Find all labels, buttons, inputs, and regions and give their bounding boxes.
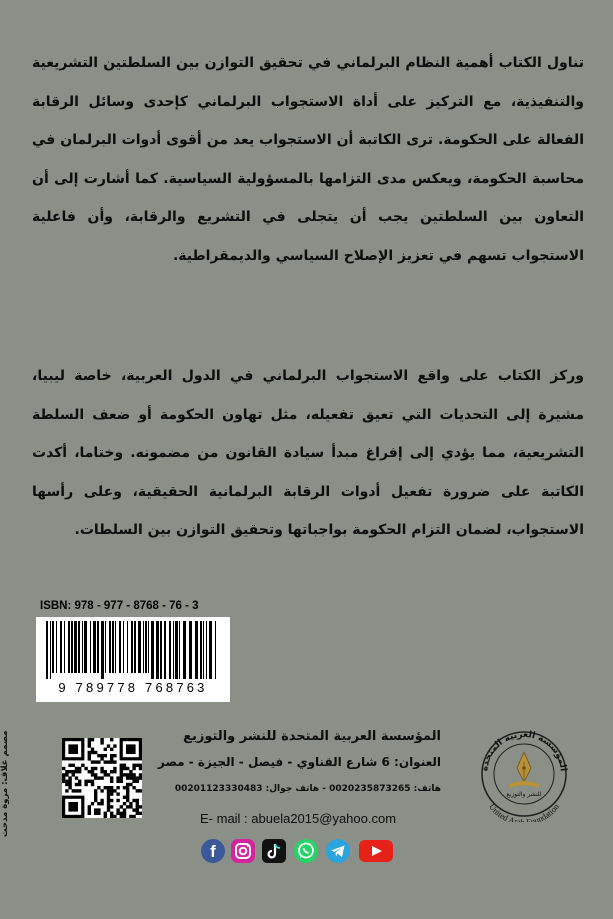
qr-module <box>132 780 135 783</box>
qr-module <box>100 754 103 757</box>
qr-module <box>104 773 107 776</box>
qr-module <box>129 770 132 773</box>
qr-module <box>94 789 97 792</box>
qr-module <box>68 780 71 783</box>
qr-module <box>116 786 119 789</box>
barcode-bar <box>173 621 174 679</box>
barcode-bar <box>82 621 83 673</box>
qr-module <box>110 815 113 818</box>
qr-module <box>123 808 126 811</box>
qr-module <box>116 808 119 811</box>
qr-module <box>129 776 132 779</box>
qr-module <box>139 805 142 808</box>
qr-module <box>81 764 84 767</box>
qr-module <box>126 805 129 808</box>
qr-module <box>100 799 103 802</box>
qr-module <box>84 783 87 786</box>
barcode-bar <box>90 621 91 673</box>
qr-module <box>65 780 68 783</box>
qr-module <box>110 812 113 815</box>
qr-module <box>129 783 132 786</box>
qr-module <box>104 815 107 818</box>
qr-module <box>107 796 110 799</box>
barcode-bar <box>160 621 162 679</box>
qr-module <box>88 780 91 783</box>
qr-module <box>88 738 91 741</box>
qr-module <box>107 792 110 795</box>
qr-module <box>132 764 135 767</box>
barcode-bar <box>143 621 144 673</box>
barcode-bar <box>115 621 116 673</box>
barcode-bar <box>138 621 141 673</box>
barcode-bar <box>169 621 171 679</box>
qr-module <box>94 799 97 802</box>
qr-module <box>97 802 100 805</box>
qr-module <box>84 780 87 783</box>
qr-module <box>107 744 110 747</box>
qr-module <box>126 776 129 779</box>
pen-nib-icon <box>509 752 539 788</box>
qr-module <box>113 815 116 818</box>
qr-module <box>126 783 129 786</box>
qr-module <box>123 764 126 767</box>
barcode-bar <box>151 621 154 679</box>
qr-module <box>78 783 81 786</box>
svg-text:f: f <box>210 842 216 861</box>
barcode-bar <box>195 621 198 679</box>
qr-module <box>100 789 103 792</box>
publisher-phones: هاتف: 0020235873265 - هاتف جوال: 00201123330483 <box>174 784 441 794</box>
instagram-icon[interactable] <box>230 838 256 868</box>
qr-module <box>91 760 94 763</box>
qr-module <box>120 805 123 808</box>
qr-module <box>136 789 139 792</box>
qr-module <box>94 776 97 779</box>
qr-module <box>107 786 110 789</box>
qr-module <box>62 776 65 779</box>
qr-module <box>123 796 126 799</box>
qr-module <box>88 741 91 744</box>
qr-module <box>94 812 97 815</box>
qr-module <box>110 805 113 808</box>
youtube-icon[interactable] <box>358 838 394 868</box>
qr-module <box>107 789 110 792</box>
qr-module <box>136 805 139 808</box>
qr-module <box>75 783 78 786</box>
qr-module <box>72 764 75 767</box>
qr-module <box>126 799 129 802</box>
qr-module <box>132 776 135 779</box>
qr-module <box>94 773 97 776</box>
back-cover-paragraph-2: وركز الكتاب على واقع الاستجواب البرلماني في الدول العربية، خاصة ليبيا، مشيرة إلى التحديات التي تعيق تفعيله، مثل تهاون الحكومة أو ضعف السلطة التشريعية، مما يؤدي إلى إفراغ مبدأ سيادة القانون من مضمونه. وختاما، أكدت الكاتبة على ضرورة تفعيل أدوات الرقابة البرلمانية الحقيقية، وعلى رأسها الاستجواب، لضمان التزام الحكومة بواجباتها وتحقيق التوازن بين السلطات. <box>32 368 584 538</box>
barcode-bar <box>127 621 128 673</box>
barcode-bar <box>46 621 48 679</box>
logo-english-text: United Arab Foundation <box>487 801 561 822</box>
qr-module <box>62 767 65 770</box>
barcode-bar <box>64 621 65 673</box>
qr-module <box>116 780 119 783</box>
barcode-bars <box>42 621 224 679</box>
qr-module <box>132 767 135 770</box>
barcode-bar <box>84 621 87 673</box>
qr-module <box>91 767 94 770</box>
qr-code-pattern <box>62 738 142 818</box>
qr-module <box>75 789 78 792</box>
qr-module <box>120 773 123 776</box>
qr-module <box>72 789 75 792</box>
back-cover-paragraph-1: تناول الكتاب أهمية النظام البرلماني في تحقيق التوازن بين السلطتين التشريعية والتنفيذية، مع التركيز على أداة الاستجواب البرلماني كإحدى وسائل الرقابة الفعالة على الحكومة. ترى الكاتبة أن الاستجواب يعد من أقوى أدوات البرلمان في محاسبة الحكومة، ويعكس مدى التزامها بالمسؤولية السياسية. كما أشارت إلى أن التعاون بين السلطتين يجب أن يتجلى في التشريع والرقابة، وأن فاعلية الاستجواب تسهم في تعزيز الإصلاح السياسي والديمقراطية. <box>32 55 584 264</box>
qr-module <box>100 741 103 744</box>
qr-module <box>132 786 135 789</box>
qr-module <box>107 773 110 776</box>
qr-module <box>110 799 113 802</box>
qr-module <box>97 812 100 815</box>
qr-module <box>107 799 110 802</box>
qr-module <box>116 812 119 815</box>
tiktok-icon[interactable] <box>261 838 287 868</box>
qr-module <box>120 815 123 818</box>
qr-module <box>116 776 119 779</box>
barcode-bar <box>50 621 51 679</box>
qr-module <box>113 770 116 773</box>
qr-module <box>78 770 81 773</box>
qr-module <box>110 748 113 751</box>
logo-arabic-text: المؤسسة العربية المتحدة <box>480 729 568 772</box>
barcode-bar <box>203 621 204 679</box>
qr-module <box>113 767 116 770</box>
qr-module <box>120 776 123 779</box>
qr-module <box>94 760 97 763</box>
qr-module <box>72 773 75 776</box>
qr-module <box>94 808 97 811</box>
qr-finder-pattern <box>126 744 136 754</box>
qr-module <box>136 802 139 805</box>
barcode-bar <box>109 621 111 673</box>
barcode-bar <box>123 621 124 673</box>
qr-module <box>116 799 119 802</box>
qr-module <box>104 812 107 815</box>
qr-module <box>126 796 129 799</box>
qr-module <box>91 751 94 754</box>
qr-module <box>107 805 110 808</box>
qr-module <box>88 805 91 808</box>
qr-module <box>113 760 116 763</box>
qr-module <box>139 812 142 815</box>
qr-module <box>132 808 135 811</box>
qr-module <box>107 802 110 805</box>
qr-module <box>65 789 68 792</box>
qr-module <box>97 760 100 763</box>
qr-module <box>94 792 97 795</box>
qr-module <box>88 812 91 815</box>
barcode-bar <box>156 621 159 679</box>
barcode-bar <box>105 621 106 673</box>
qr-module <box>91 783 94 786</box>
qr-module <box>78 767 81 770</box>
qr-module <box>132 773 135 776</box>
barcode-number: 9 789778 768763 <box>58 680 208 695</box>
publisher-name: المؤسسة العربية المتحدة للنشر والتوزيع <box>183 729 441 744</box>
qr-module <box>97 808 100 811</box>
barcode-bar <box>52 621 54 673</box>
qr-module <box>120 780 123 783</box>
telegram-icon[interactable] <box>325 838 351 868</box>
qr-module <box>132 815 135 818</box>
qr-module <box>100 802 103 805</box>
qr-module <box>65 773 68 776</box>
barcode-bar <box>189 621 192 679</box>
qr-module <box>136 780 139 783</box>
qr-module <box>136 808 139 811</box>
qr-module <box>120 767 123 770</box>
barcode-bar <box>97 621 99 673</box>
qr-module <box>100 757 103 760</box>
qr-module <box>123 786 126 789</box>
barcode-bar <box>56 621 57 673</box>
qr-module <box>65 783 68 786</box>
qr-module <box>110 776 113 779</box>
qr-module <box>104 748 107 751</box>
barcode-bar <box>164 621 166 679</box>
qr-module <box>75 776 78 779</box>
qr-module <box>126 786 129 789</box>
qr-module <box>110 780 113 783</box>
qr-module <box>100 767 103 770</box>
logo-arabic-subtext: للنشر والتوزيع <box>506 791 542 798</box>
qr-module <box>68 764 71 767</box>
qr-module <box>132 799 135 802</box>
qr-module <box>91 738 94 741</box>
qr-module <box>91 748 94 751</box>
qr-module <box>88 751 91 754</box>
barcode-bar <box>112 621 114 673</box>
qr-module <box>129 773 132 776</box>
barcode-bar <box>145 621 147 673</box>
qr-module <box>123 815 126 818</box>
qr-module <box>97 754 100 757</box>
qr-module <box>123 773 126 776</box>
qr-module <box>110 770 113 773</box>
qr-module <box>123 767 126 770</box>
qr-module <box>104 786 107 789</box>
qr-module <box>126 789 129 792</box>
qr-module <box>62 780 65 783</box>
qr-module <box>113 789 116 792</box>
barcode-bar <box>119 621 121 673</box>
qr-module <box>75 770 78 773</box>
barcode-bar <box>74 621 77 673</box>
qr-module <box>136 776 139 779</box>
barcode-bar <box>78 621 80 673</box>
qr-module <box>91 802 94 805</box>
publisher-logo <box>463 722 585 822</box>
qr-module <box>78 780 81 783</box>
barcode-bar <box>68 621 70 673</box>
qr-module <box>97 776 100 779</box>
qr-module <box>65 770 68 773</box>
qr-module <box>100 776 103 779</box>
qr-module <box>136 799 139 802</box>
qr-module <box>110 786 113 789</box>
qr-module <box>110 789 113 792</box>
barcode-bar <box>215 621 216 679</box>
qr-module <box>120 770 123 773</box>
qr-module <box>91 773 94 776</box>
qr-module <box>123 812 126 815</box>
isbn-label: ISBN: 978 - 977 - 8768 - 76 - 3 <box>40 600 199 612</box>
qr-module <box>126 792 129 795</box>
barcode-bar <box>179 621 180 679</box>
qr-module <box>110 754 113 757</box>
qr-finder-pattern <box>68 744 78 754</box>
whatsapp-icon[interactable] <box>293 838 319 868</box>
qr-module <box>94 796 97 799</box>
qr-code <box>62 738 142 818</box>
qr-module <box>120 812 123 815</box>
qr-module <box>107 760 110 763</box>
qr-module <box>136 764 139 767</box>
qr-module <box>75 767 78 770</box>
qr-module <box>97 786 100 789</box>
qr-module <box>91 770 94 773</box>
qr-module <box>113 754 116 757</box>
facebook-icon[interactable] <box>200 838 226 868</box>
qr-module <box>68 783 71 786</box>
qr-module <box>88 770 91 773</box>
qr-module <box>88 754 91 757</box>
qr-module <box>84 767 87 770</box>
qr-finder-pattern <box>68 802 78 812</box>
barcode-bar <box>206 621 207 679</box>
barcode-bar <box>200 621 202 679</box>
qr-module <box>110 757 113 760</box>
barcode-bar <box>60 621 62 673</box>
qr-module <box>110 760 113 763</box>
qr-module <box>72 770 75 773</box>
qr-module <box>129 802 132 805</box>
publisher-email[interactable]: E- mail : abuela2015@yahoo.com <box>200 811 397 826</box>
barcode-bar <box>71 621 73 673</box>
barcode-bar <box>209 621 212 679</box>
publisher-address: العنوان: 6 شارع القناوي - فيصل - الجيزة - مصر <box>157 755 441 769</box>
barcode <box>36 617 230 702</box>
qr-module <box>129 805 132 808</box>
qr-module <box>88 744 91 747</box>
barcode-bar <box>131 621 133 673</box>
qr-module <box>88 808 91 811</box>
qr-module <box>78 789 81 792</box>
qr-module <box>129 815 132 818</box>
qr-module <box>104 754 107 757</box>
qr-module <box>68 786 71 789</box>
qr-module <box>126 773 129 776</box>
qr-module <box>68 770 71 773</box>
qr-module <box>91 780 94 783</box>
barcode-bar <box>93 621 96 673</box>
qr-module <box>120 764 123 767</box>
qr-module <box>107 808 110 811</box>
qr-module <box>88 757 91 760</box>
qr-module <box>139 776 142 779</box>
qr-module <box>110 792 113 795</box>
qr-module <box>100 738 103 741</box>
barcode-bar <box>148 621 149 673</box>
qr-module <box>126 767 129 770</box>
qr-module <box>62 773 65 776</box>
qr-module <box>104 760 107 763</box>
qr-module <box>110 738 113 741</box>
barcode-bar <box>134 621 136 673</box>
cover-designer-credit: مصمم غلاف: مروة مدحت <box>0 730 10 837</box>
qr-module <box>94 751 97 754</box>
barcode-bar <box>183 621 186 679</box>
qr-module <box>136 812 139 815</box>
barcode-bar <box>101 621 104 679</box>
barcode-bar <box>175 621 178 679</box>
qr-module <box>123 802 126 805</box>
qr-module <box>139 773 142 776</box>
qr-module <box>116 792 119 795</box>
qr-module <box>100 770 103 773</box>
qr-module <box>68 776 71 779</box>
qr-module <box>113 744 116 747</box>
qr-module <box>104 770 107 773</box>
qr-module <box>94 767 97 770</box>
